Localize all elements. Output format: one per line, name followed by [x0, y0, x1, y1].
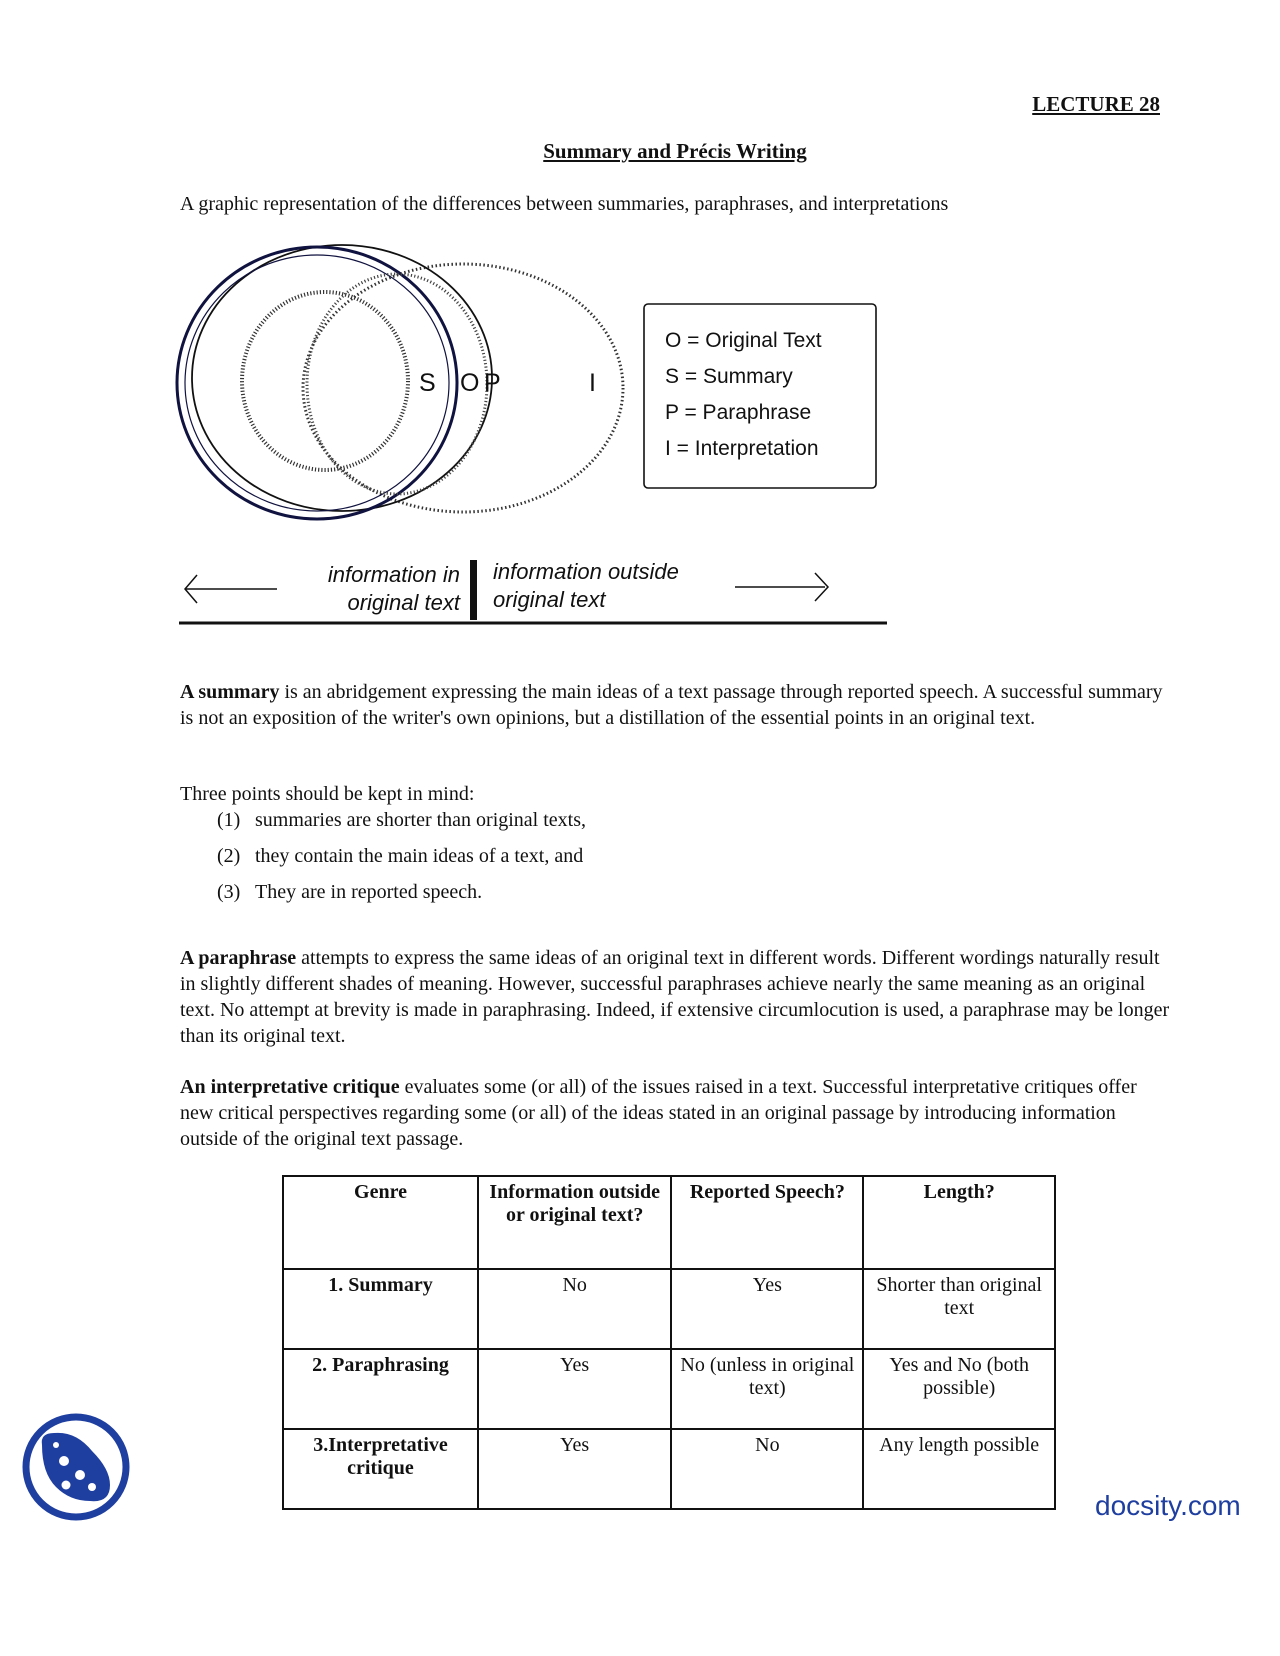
cell-reported-speech: No (unless in original text) — [671, 1349, 863, 1429]
cell-genre: 2. Paraphrasing — [283, 1349, 478, 1429]
paraphrase-text: attempts to express the same ideas of an original text in different words. Different wordings naturally result in slightly different shades of meaning. However, successful paraphrases achieve nearly the same meaning as an original text. No attempt at brevity is made in paraphrasing. Indeed, if extensive circumlocution is used, a paraphrase may be longer than its original text. — [180, 947, 1170, 1047]
cell-information: No — [478, 1269, 671, 1349]
critique-paragraph — [180, 1074, 1170, 1152]
point-number: (1) — [217, 809, 241, 831]
venn-diagram — [175, 238, 895, 628]
point-number: (3) — [217, 881, 241, 903]
table-row — [283, 1349, 1055, 1429]
header-reported-speech: Reported Speech? — [671, 1176, 863, 1269]
docsity-brand-link[interactable]: docsity.com — [1095, 1490, 1241, 1521]
point-text: they contain the main ideas of a text, and — [255, 845, 584, 867]
original-circle-inner — [185, 255, 449, 511]
original-circle — [177, 247, 457, 519]
summary-term: A summary — [180, 681, 280, 703]
point-item — [217, 809, 586, 832]
header-length: Length? — [863, 1176, 1055, 1269]
cell-genre: 1. Summary — [283, 1269, 478, 1349]
table-row — [283, 1269, 1055, 1349]
point-item — [217, 881, 482, 904]
docsity-logo-icon — [20, 1411, 132, 1523]
critique-term: An interpretative critique — [180, 1076, 400, 1098]
page-title: Summary and Précis Writing — [543, 139, 807, 163]
cell-length: Shorter than original text — [863, 1269, 1055, 1349]
axis-right-line1: information outside — [493, 559, 679, 584]
cell-genre: 3.Interpretative critique — [283, 1429, 478, 1509]
cell-reported-speech: Yes — [671, 1269, 863, 1349]
summary-circle — [242, 292, 408, 470]
paraphrase-term: A paraphrase — [180, 947, 297, 969]
lecture-number: LECTURE 28 — [1032, 92, 1160, 116]
label-i: I — [589, 369, 596, 397]
legend-summary: S = Summary — [665, 365, 793, 388]
axis-left-line2: original text — [347, 590, 460, 615]
summary-paragraph — [180, 679, 1170, 731]
axis-divider — [470, 560, 477, 620]
legend-paraphrase: P = Paraphrase — [665, 401, 812, 424]
intro-text: A graphic representation of the differences between summaries, paraphrases, and interpretations — [180, 193, 949, 215]
header-genre: Genre — [283, 1176, 478, 1269]
critique-text: evaluates some (or all) of the issues raised in a text. Successful interpretative critiques offer new critical perspectives regarding some (or all) of the ideas stated in an original passage by introducing information outside of the original text passage. — [180, 1076, 1137, 1150]
axis-right-line2: original text — [493, 587, 606, 612]
paraphrase-paragraph — [180, 945, 1170, 1049]
summary-text: is an abridgement expressing the main ideas of a text passage through reported speech. A successful summary is not an exposition of the writer's own opinions, but a distillation of the essential points in an original text. — [180, 681, 1163, 729]
axis-left-line1: information in — [327, 562, 460, 587]
header-information: Information outside or original text? — [478, 1176, 671, 1269]
point-number: (2) — [217, 845, 241, 867]
point-text: They are in reported speech. — [255, 881, 483, 903]
cell-reported-speech: No — [671, 1429, 863, 1509]
label-s: S — [419, 369, 436, 397]
label-p: P — [484, 369, 501, 397]
label-o: O — [460, 369, 480, 397]
cell-information: Yes — [478, 1429, 671, 1509]
table-header-row — [283, 1176, 1055, 1269]
cell-length: Yes and No (both possible) — [863, 1349, 1055, 1429]
points-intro: Three points should be kept in mind: — [180, 783, 475, 805]
cell-length: Any length possible — [863, 1429, 1055, 1509]
cell-information: Yes — [478, 1349, 671, 1429]
table-row — [283, 1429, 1055, 1509]
legend-original: O = Original Text — [665, 329, 822, 352]
point-item — [217, 845, 583, 868]
legend-interpretation: I = Interpretation — [665, 437, 819, 460]
comparison-table — [282, 1175, 1056, 1510]
point-text: summaries are shorter than original texts, — [255, 809, 587, 831]
